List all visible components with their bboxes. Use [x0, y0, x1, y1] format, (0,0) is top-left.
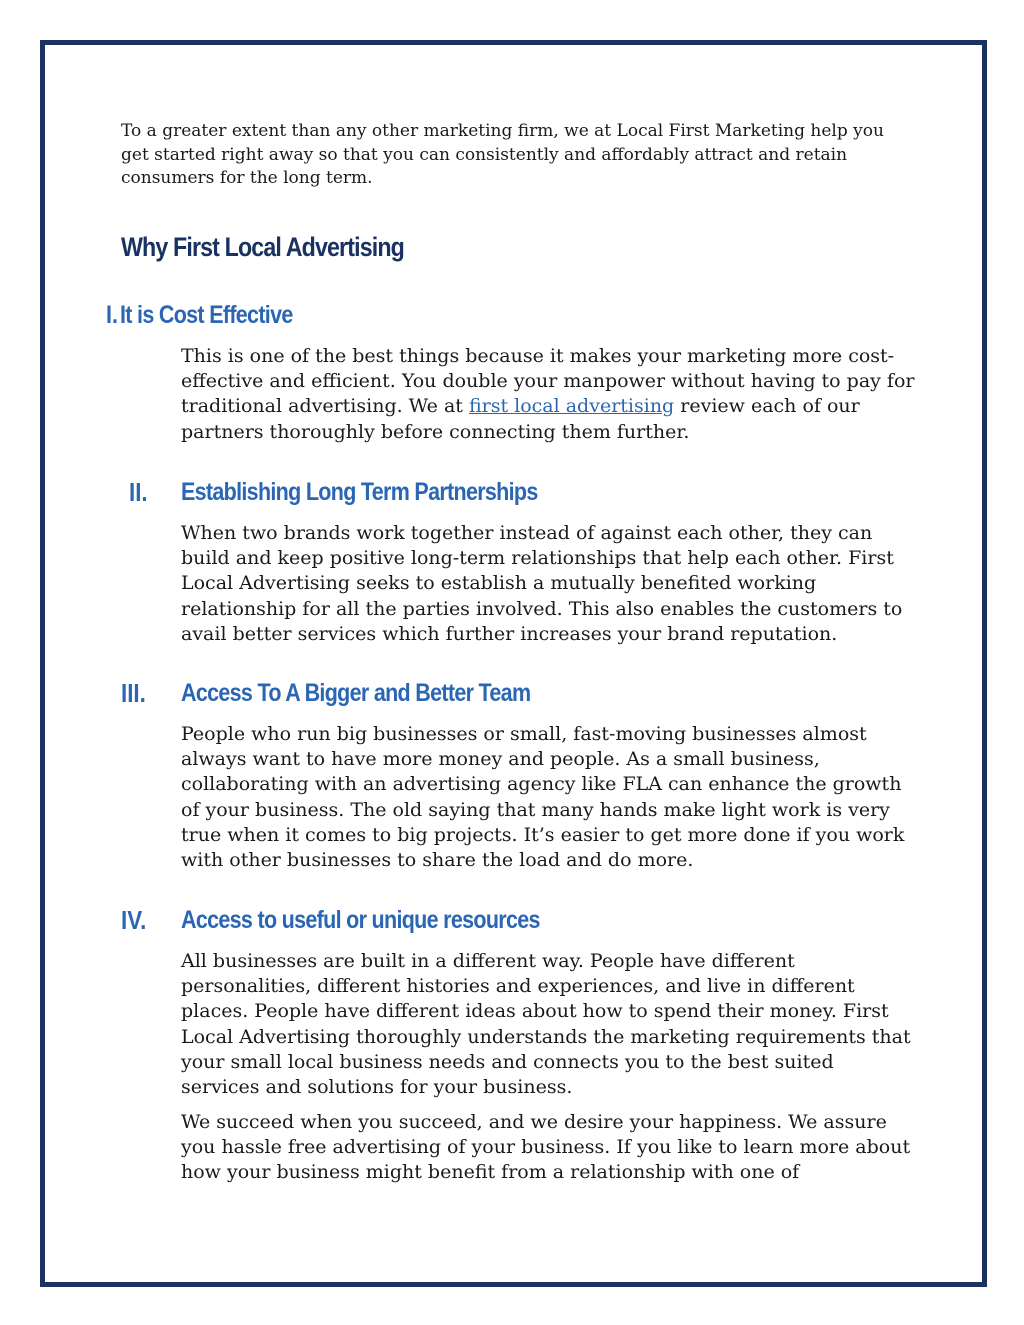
section-numeral-4: IV. [121, 905, 147, 935]
section-body-1-end: review each of our partners thoroughly before connecting them further. [181, 395, 860, 443]
section-numeral-1: I. [106, 301, 118, 329]
section-body-1-start: This is one of the best things because it makes your marketing more cost-effective and efficient. You double your manpower without having to pay for traditional advertising. We at [181, 345, 915, 418]
section-title-3: Access To A Bigger and Better Team [181, 679, 531, 707]
section-body-4: All businesses are built in a different way. People have different personalities, different histories and experiences, and live in different places. People have different ideas about how to spend their money. First Local Advertising thoroughly understands the marketing requirements that your small local business needs and connects you to the best suited services and solutions for your business. [181, 950, 911, 1099]
section-title-2: Establishing Long Term Partnerships [181, 478, 538, 506]
section-body-1 [181, 344, 916, 445]
section-numeral-3: III. [121, 678, 146, 708]
intro-paragraph: To a greater extent than any other marketing firm, we at Local First Marketing help you get started right away so that you can consistently and affordably attract and retain consumers for the long term. [121, 121, 884, 188]
section-numeral-2: II. [129, 477, 148, 507]
section-title-4: Access to useful or unique resources [181, 906, 540, 934]
first-local-advertising-link[interactable]: first local advertising [468, 395, 675, 418]
section-body-3: People who run big businesses or small, fast-moving businesses almost always want to have more money and people. As a small business, collaborating with an advertising agency like FLA can enhance the growth of your business. The old saying that many hands make light work is very true when it comes to big projects. It’s easier to get more done if you work with other businesses to share the load and do more. [181, 723, 905, 872]
main-heading: Why First Local Advertising [121, 232, 404, 262]
closing-paragraph: We succeed when you succeed, and we desire your happiness. We assure you hassle free advertising of your business. If you like to learn more about how your business might benefit from a relationship with one of [181, 1111, 911, 1184]
section-body-2: When two brands work together instead of against each other, they can build and keep positive long-term relationships that help each other. First Local Advertising seeks to establish a mutually benefited working relationship for all the parties involved. This also enables the customers to avail better services which further increases your brand reputation. [181, 522, 903, 645]
section-title-1: It is Cost Effective [120, 301, 293, 329]
